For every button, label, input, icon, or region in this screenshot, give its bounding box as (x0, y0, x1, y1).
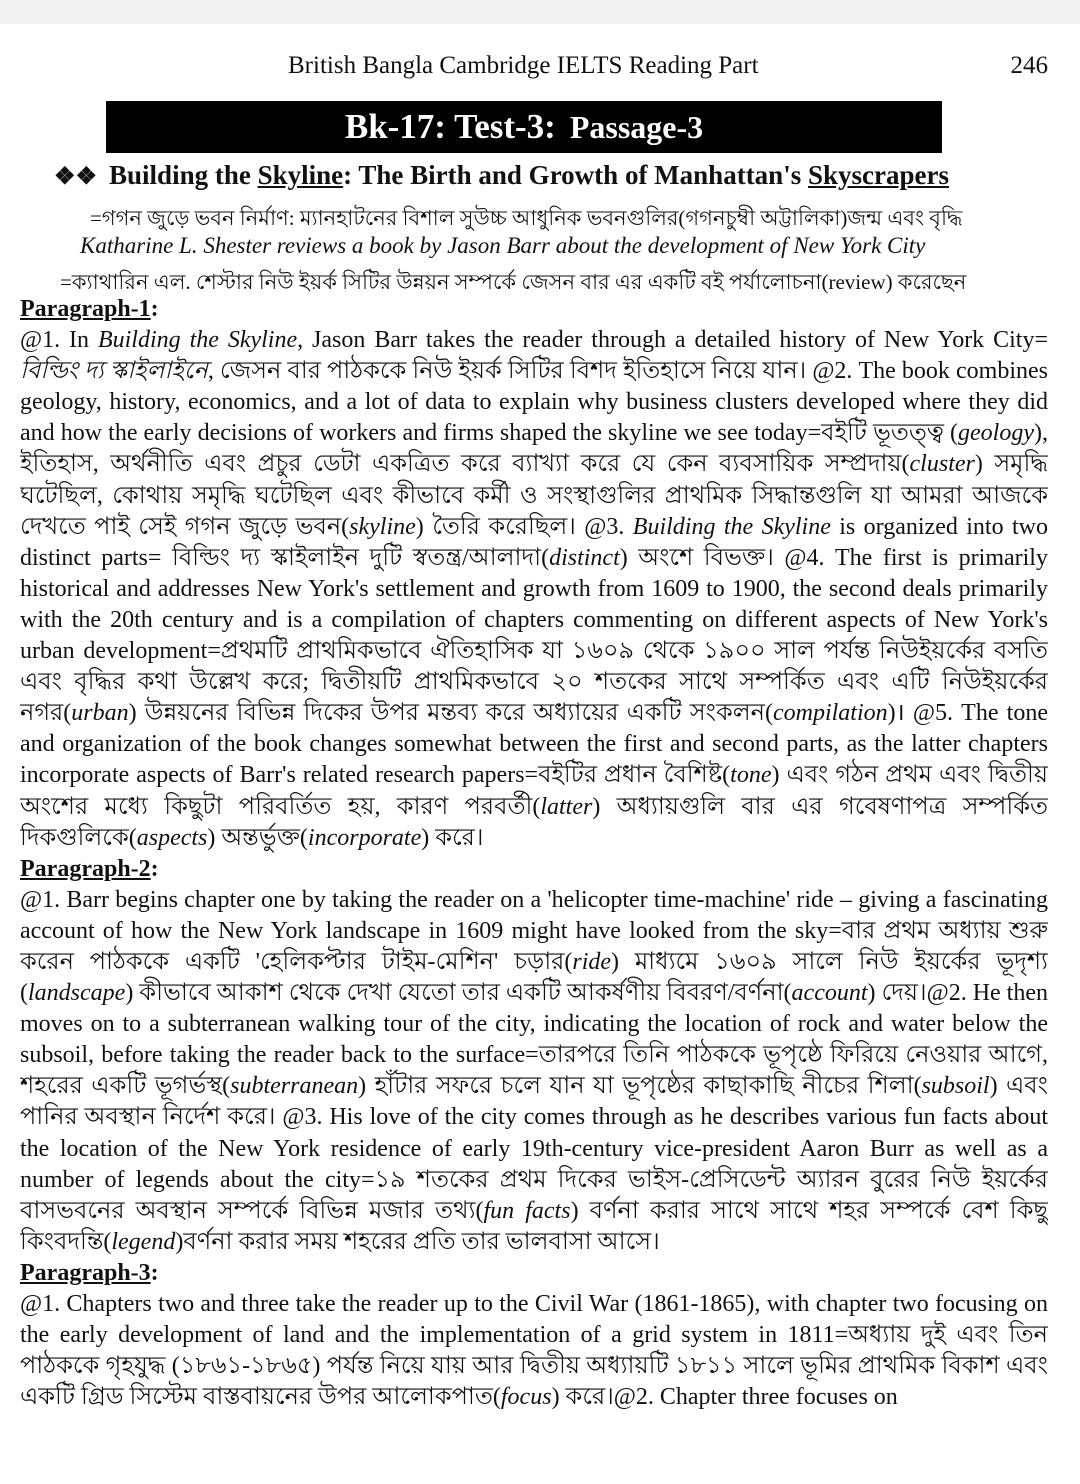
page-number: 246 (1010, 52, 1048, 79)
paragraph-3-text: @1. Chapters two and three take the reader up to the Civil War (1861-1865), with chapter two focusing on the early development of land and the implementation of a grid system in 1811=অধ্যায় দুই এবং তিন পাঠককে গৃহযুদ্ধ (১৮৬১-১৮৬৫) পর্যন্ত নিয়ে যায় আর দ্বিতীয় অধ্যায়টি ১৮১১ সালে ভূমির প্রাথমিক বিকাশ এবং একটি গ্রিড সিস্টেম বাস্তবায়নের উপর আলোকপাত(focus) করে।@2. Chapter three focuses on (20, 1291, 1048, 1411)
byline: Katharine L. Shester reviews a book by Jason Barr about the development of New York City (80, 233, 926, 258)
paragraph-heading: Paragraph-2: (20, 855, 159, 882)
byline-translation: =ক্যাথারিন এল. শেস্টার নিউ ইয়র্ক সিটির উন্নয়ন সম্পর্কে জেসন বার এর একটি বই পর্যালোচনা(review) করেছেন (60, 270, 967, 294)
test-banner (106, 101, 942, 153)
running-header: British Bangla Cambridge IELTS Reading Part (288, 52, 759, 79)
banner-passage: Passage-3 (569, 108, 704, 145)
title-translation: =গগন জুড়ে ভবন নির্মাণ: ম্যানহাটনের বিশাল সুউচ্চ আধুনিক ভবনগুলির(গগনচুম্বী অট্টালিকা)জন্ম এবং বৃদ্ধি (90, 206, 963, 230)
diamond-ornament-icon: ❖❖ (54, 164, 98, 190)
paragraph-2-text: @1. Barr begins chapter one by taking the reader on a 'helicopter time-machine' ride – giving a fascinating account of how the New York landscape in 1609 might have looked from the sky=বার প্রথম অধ্যায় শুরু করেন পাঠককে একটি 'হেলিকপ্টার টাইম-মেশিন' চড়ার(ride) মাধ্যমে ১৬০৯ সালে নিউ ইয়র্কের ভূদৃশ্য (landscape) কীভাবে আকাশ থেকে দেখা যেতো তার একটি আকর্ষণীয় বিবরণ/বর্ণনা(account) দেয়।@2. He then moves on to a subterranean walking tour of the city, indicating the location of rock and water below the subsoil, before taking the reader back to the surface=তারপরে তিনি পাঠককে ভূপৃষ্ঠে ফিরিয়ে নেওয়ার আগে, শহরের একটি ভূগর্ভস্থ(subterranean) হাঁটার সফরে চলে যান যা ভূপৃষ্ঠের কাছাকাছি নীচের শিলা(subsoil) এবং পানির অবস্থান নির্দেশ করে। @3. His love of the city comes through as he describes various fun facts about the location of the New York residence of early 19th-century vice-president Aaron Burr as well as a number of legends about the city=১৯ শতকের প্রথম দিকের ভাইস-প্রেসিডেন্ট অ্যারন বুরের নিউ ইয়র্কের বাসভবনের অবস্থান সম্পর্কে বিভিন্ন মজার তথ্য(fun facts) বর্ণনা করার সাথে সাথে শহর সম্পর্কে বেশ কিছু কিংবদন্তি(legend)বর্ণনা করার সময় শহরের প্রতি তার ভালবাসা আসে। (20, 886, 1048, 1255)
paragraph-1-text: @1. In Building the Skyline, Jason Barr takes the reader through a detailed history of New York City= বিল্ডিং দ্য স্কাইলাইনে, জেসন বার পাঠককে নিউ ইয়র্ক সিটির বিশদ ইতিহাসে নিয়ে যান। @2. The book combines geology, history, economics, and a lot of data to explain why business clusters developed where they did and how the early decisions of workers and firms shaped the skyline we see today=বইটি ভূতত্ত্ব (geology), ইতিহাস, অর্থনীতি এবং প্রচুর ডেটা একত্রিত করে ব্যাখ্যা করে যে কেন ব্যবসায়িক সম্প্রদায়(cluster) সমৃদ্ধি ঘটেছিল, কোথায় সমৃদ্ধি ঘটেছিল এবং কীভাবে কর্মী ও সংস্থাগুলির প্রাথমিক সিদ্ধান্তগুলি যা আমরা আজকে দেখতে পাই সেই গগন জুড়ে ভবন(skyline) তৈরি করেছিল। @3. Building the Skyline is organized into two distinct parts= বিল্ডিং দ্য স্কাইলাইন দুটি স্বতন্ত্র/আলাদা(distinct) অংশে বিভক্ত। @4. The first is primarily historical and addresses New York's settlement and growth from 1609 to 1900, the second deals primarily with the 20th century and is a compilation of chapters commenting on different aspects of New York's urban development=প্রথমটি প্রাথমিকভাবে ঐতিহাসিক যা ১৬০৯ থেকে ১৯০০ সাল পর্যন্ত নিউইয়র্কের বসতি এবং বৃদ্ধির কথা উল্লেখ করে; দ্বিতীয়টি প্রাথমিকভাবে ২০ শতকের সাথে সম্পর্কিত এবং এটি নিউইয়র্কের নগর(urban) উন্নয়নের বিভিন্ন দিকের উপর মন্তব্য করে অধ্যায়ের একটি সংকলন(compilation)। @5. The tone and organization of the book changes somewhat between the first and second parts, as the latter chapters incorporate aspects of Barr's related research papers=বইটির প্রধান বৈশিষ্ট(tone) এবং গঠন প্রথম এবং দ্বিতীয় অংশের মধ্যে কিছুটা পরিবর্তিত হয়, কারণ পরবর্তী(latter) অধ্যায়গুলি বার এর গবেষণাপত্র সম্পর্কিত দিকগুলিকে(aspects) অন্তর্ভুক্ত(incorporate) করে। (20, 327, 1048, 851)
paragraph-heading: Paragraph-1: (20, 296, 159, 322)
paragraph-heading: Paragraph-3: (20, 1259, 159, 1286)
passage-body (20, 294, 1048, 1474)
banner-book-test: Bk-17: Test-3: (344, 107, 556, 146)
passage-title: ❖❖ Building the Skyline: The Birth and Growth of Manhattan's Skyscrapers (54, 160, 949, 190)
top-band (0, 0, 1080, 24)
